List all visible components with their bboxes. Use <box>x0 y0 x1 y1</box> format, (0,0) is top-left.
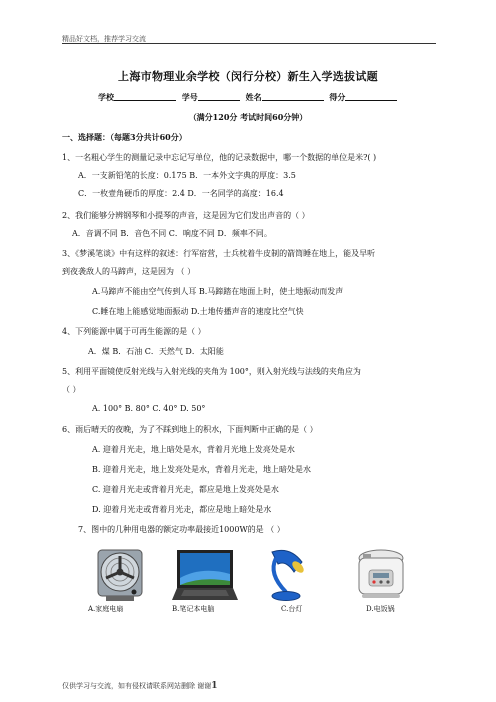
desk-lamp-image <box>264 548 314 602</box>
q5-stem-line2: （ ） <box>62 385 81 394</box>
number-label: 学号 <box>181 92 198 102</box>
q4-stem: 4、下列能源中属于可再生能源的是（ ） <box>62 327 206 336</box>
page-footer <box>62 681 218 691</box>
q3-options-ab: A.马蹄声不能由空气传到人耳 B.马蹄踏在地面上时，使土地振动而发声 <box>92 287 344 296</box>
student-info-fields <box>98 92 400 103</box>
school-label: 学校 <box>98 92 114 102</box>
footer-note: 仅供学习与交流，如有侵权请联系网站删除 谢谢 <box>62 682 212 690</box>
q6-option-a: A. 迎着月光走，地上暗处是水，背着月光地上发亮处是水 <box>92 445 295 454</box>
name-label: 姓名 <box>245 92 262 102</box>
q3-stem-line1: 3、《梦溪笔谈》中有这样的叙述：行军宿营，士兵枕着牛皮制的箭筒睡在地上，能及早听 <box>62 249 376 258</box>
exam-meta: （满分120分 考试时间60分钟） <box>188 112 308 122</box>
page-number: 1 <box>211 681 218 691</box>
q5-options: A. 100° B. 80° C. 40° D. 50° <box>92 404 206 413</box>
number-field[interactable] <box>198 92 240 101</box>
q2-stem: 2、我们能够分辨钢琴和小提琴的声音，这是因为它们发出声音的（ ） <box>62 211 310 220</box>
q1-options-cd: C．一枚壹角硬币的厚度：2.4 D．一名同学的高度：16.4 <box>78 189 284 198</box>
fan-caption: A.家庭电扇 <box>88 605 124 613</box>
q1-stem: 1、一名粗心学生的测量记录中忘记写单位，他的记录数据中，哪一个数据的单位是米?( ) <box>62 153 377 162</box>
q7-stem: 7、图中的几种用电器的额定功率最接近1000W的是 （ ） <box>78 525 285 534</box>
header-note: 精品好文档，推荐学习交流 <box>62 35 146 43</box>
q2-options: A．音调不同 B．音色不同 C．响度不同 D．频率不同。 <box>72 229 272 238</box>
score-field[interactable] <box>345 92 397 101</box>
q6-stem: 6、雨后晴天的夜晚，为了不踩到地上的积水，下面判断中正确的是（ ） <box>62 425 318 434</box>
name-field[interactable] <box>262 92 324 101</box>
laptop-image <box>172 548 238 602</box>
q6-option-b: B. 迎着月光走，地上发亮处是水，背着月光走，地上暗处是水 <box>92 465 311 474</box>
q4-options: A．煤 B．石油 C．天然气 D．太阳能 <box>88 347 224 356</box>
header-rule <box>62 43 436 44</box>
desk-lamp-caption: C.台灯 <box>281 605 303 613</box>
q1-options-ab: A．一支新铅笔的长度：0.175 B．一本外文字典的厚度：3.5 <box>78 171 296 180</box>
fan-image <box>92 548 148 602</box>
q5-stem-line1: 5、利用平面镜使反射光线与入射光线的夹角为 100°，则入射光线与法线的夹角应为 <box>62 367 361 376</box>
page-title: 上海市物理业余学校（闵行分校）新生入学选拔试题 <box>118 70 378 83</box>
laptop-caption: B.笔记本电脑 <box>172 605 215 613</box>
score-label: 得分 <box>329 92 346 102</box>
school-field[interactable] <box>114 92 176 101</box>
rice-cooker-caption: D.电饭锅 <box>366 605 395 613</box>
q6-option-d: D. 迎着月光走或背着月光走，都应是地上暗处是水 <box>92 505 272 514</box>
q3-options-cd: C.睡在地上能感觉地面振动 D.土地传播声音的速度比空气快 <box>92 307 304 316</box>
q6-option-c: C. 迎着月光走或背着月光走，都应是地上发亮处是水 <box>92 485 279 494</box>
q3-stem-line2: 到夜袭敌人的马蹄声，这是因为 （ ） <box>62 267 196 276</box>
rice-cooker-image <box>354 548 408 602</box>
section-heading: 一、选择题：（每题3分共计60分） <box>62 132 187 142</box>
